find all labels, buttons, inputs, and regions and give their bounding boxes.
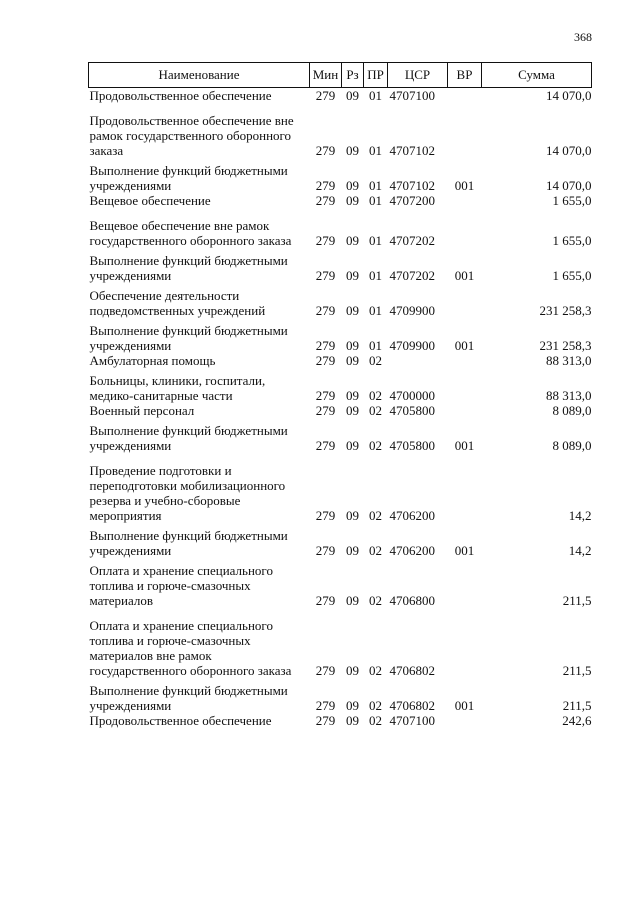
table-row <box>89 248 592 283</box>
table-row <box>89 158 592 193</box>
row-sum: 1 655,0 <box>552 268 592 283</box>
row-rz: 09 <box>346 438 359 453</box>
header-row <box>89 63 592 88</box>
row-name: Амбулаторная помощь <box>89 353 216 368</box>
table-row <box>89 523 592 558</box>
table-row <box>89 193 592 208</box>
row-min: 279 <box>315 698 336 713</box>
row-rz: 09 <box>346 268 359 283</box>
budget-table <box>88 62 592 728</box>
row-name: Выполнение функций бюджетными учреждениями <box>89 163 288 193</box>
row-name: Вещевое обеспечение вне рамок государственного оборонного заказа <box>89 218 292 248</box>
row-min: 279 <box>315 88 336 103</box>
row-rz: 09 <box>346 543 359 558</box>
row-pr: 02 <box>369 508 382 523</box>
row-vr: 001 <box>454 698 475 713</box>
row-name: Вещевое обеспечение <box>89 193 211 208</box>
row-sum: 14,2 <box>568 543 592 558</box>
row-pr: 02 <box>369 388 382 403</box>
row-min: 279 <box>315 508 336 523</box>
row-pr: 01 <box>369 143 382 158</box>
row-csr: 4706200 <box>389 543 435 558</box>
header-pr: ПР <box>364 63 388 88</box>
row-name: Оплата и хранение специального топлива и горюче-смазочных материалов вне рамок государственного оборонного заказа <box>89 618 292 678</box>
table-row <box>89 713 592 728</box>
row-rz: 09 <box>346 698 359 713</box>
row-csr <box>388 353 448 368</box>
row-vr: 001 <box>454 438 475 453</box>
row-rz: 09 <box>346 593 359 608</box>
row-pr: 01 <box>369 303 382 318</box>
table-row <box>89 453 592 523</box>
row-name: Выполнение функций бюджетными учреждениями <box>89 323 288 353</box>
row-csr: 4707102 <box>389 143 435 158</box>
row-rz: 09 <box>346 713 359 728</box>
row-sum: 231 258,3 <box>539 338 592 353</box>
row-sum: 88 313,0 <box>546 388 592 403</box>
row-vr <box>448 453 482 523</box>
row-vr <box>448 88 482 104</box>
table-row <box>89 368 592 403</box>
row-pr: 01 <box>369 178 382 193</box>
row-sum: 211,5 <box>562 663 592 678</box>
row-sum: 8 089,0 <box>552 403 592 418</box>
row-min: 279 <box>315 543 336 558</box>
row-name: Продовольственное обеспечение <box>89 88 272 103</box>
row-sum: 14 070,0 <box>546 143 592 158</box>
row-name: Продовольственное обеспечение <box>89 713 272 728</box>
table-row <box>89 103 592 158</box>
row-vr <box>448 103 482 158</box>
table-row <box>89 403 592 418</box>
row-min: 279 <box>315 233 336 248</box>
row-sum: 231 258,3 <box>539 303 592 318</box>
row-sum: 8 089,0 <box>552 438 592 453</box>
row-name: Военный персонал <box>89 403 195 418</box>
row-name: Выполнение функций бюджетными учреждениями <box>89 683 288 713</box>
row-name: Выполнение функций бюджетными учреждениями <box>89 253 288 283</box>
row-rz: 09 <box>346 403 359 418</box>
row-min: 279 <box>315 438 336 453</box>
row-vr <box>448 193 482 208</box>
row-vr: 001 <box>454 268 475 283</box>
row-csr: 4706800 <box>389 593 435 608</box>
table-row <box>89 318 592 353</box>
header-vr: ВР <box>448 63 482 88</box>
row-min: 279 <box>315 303 336 318</box>
row-vr <box>448 353 482 368</box>
row-rz: 09 <box>346 508 359 523</box>
row-min: 279 <box>315 178 336 193</box>
row-min: 279 <box>315 663 336 678</box>
row-pr: 02 <box>369 353 382 368</box>
row-name: Выполнение функций бюджетными учреждениями <box>89 528 288 558</box>
row-pr: 01 <box>369 268 382 283</box>
table-row <box>89 88 592 104</box>
row-csr: 4705800 <box>389 403 435 418</box>
row-csr: 4706200 <box>389 508 435 523</box>
row-rz: 09 <box>346 143 359 158</box>
row-vr: 001 <box>454 178 475 193</box>
row-sum: 242,6 <box>562 713 592 728</box>
row-csr: 4709900 <box>389 303 435 318</box>
row-rz: 09 <box>346 338 359 353</box>
row-csr: 4707100 <box>389 88 435 103</box>
table-row <box>89 678 592 713</box>
page-number: 368 <box>574 30 592 44</box>
row-min: 279 <box>315 388 336 403</box>
row-sum: 211,5 <box>562 593 592 608</box>
row-rz: 09 <box>346 233 359 248</box>
row-pr: 02 <box>369 403 382 418</box>
header-name: Наименование <box>89 63 310 88</box>
table-row <box>89 558 592 608</box>
row-sum: 88 313,0 <box>546 353 592 368</box>
row-rz: 09 <box>346 193 359 208</box>
row-sum: 1 655,0 <box>552 193 592 208</box>
row-name: Выполнение функций бюджетными учреждениями <box>89 423 288 453</box>
table-row <box>89 353 592 368</box>
row-pr: 02 <box>369 698 382 713</box>
header-min: Мин <box>310 63 342 88</box>
header-sum: Сумма <box>482 63 592 88</box>
row-sum: 14 070,0 <box>546 88 592 103</box>
row-pr: 01 <box>369 338 382 353</box>
row-pr: 01 <box>369 233 382 248</box>
row-vr: 001 <box>454 543 475 558</box>
row-name: Больницы, клиники, госпитали, медико-санитарные части <box>89 373 266 403</box>
row-min: 279 <box>315 143 336 158</box>
table-row <box>89 208 592 248</box>
row-vr: 001 <box>454 338 475 353</box>
row-vr <box>448 558 482 608</box>
row-vr <box>448 208 482 248</box>
table-row <box>89 608 592 678</box>
header-csr: ЦСР <box>388 63 448 88</box>
row-pr: 02 <box>369 438 382 453</box>
row-rz: 09 <box>346 88 359 103</box>
row-csr: 4709900 <box>389 338 435 353</box>
row-pr: 01 <box>369 88 382 103</box>
row-vr <box>448 608 482 678</box>
row-pr: 01 <box>369 193 382 208</box>
row-sum: 14 070,0 <box>546 178 592 193</box>
row-pr: 02 <box>369 713 382 728</box>
row-vr <box>448 283 482 318</box>
row-vr <box>448 368 482 403</box>
row-name: Проведение подготовки и переподготовки мобилизационного резерва и учебно-сборовые мероприятия <box>89 463 286 523</box>
table-body <box>89 88 592 729</box>
table-row <box>89 418 592 453</box>
row-csr: 4707200 <box>389 193 435 208</box>
table-row <box>89 283 592 318</box>
row-csr: 4706802 <box>389 663 435 678</box>
row-min: 279 <box>315 193 336 208</box>
row-min: 279 <box>315 338 336 353</box>
row-csr: 4707100 <box>389 713 435 728</box>
row-sum: 14,2 <box>568 508 592 523</box>
row-csr: 4706802 <box>389 698 435 713</box>
row-min: 279 <box>315 268 336 283</box>
row-rz: 09 <box>346 303 359 318</box>
row-rz: 09 <box>346 353 359 368</box>
row-min: 279 <box>315 713 336 728</box>
row-name: Оплата и хранение специального топлива и горюче-смазочных материалов <box>89 563 273 608</box>
row-min: 279 <box>315 353 336 368</box>
row-pr: 02 <box>369 593 382 608</box>
row-min: 279 <box>315 403 336 418</box>
table-header <box>89 63 592 88</box>
row-pr: 02 <box>369 663 382 678</box>
row-rz: 09 <box>346 388 359 403</box>
row-csr: 4707102 <box>389 178 435 193</box>
row-csr: 4705800 <box>389 438 435 453</box>
row-vr <box>448 403 482 418</box>
row-vr <box>448 713 482 728</box>
row-sum: 211,5 <box>562 698 592 713</box>
row-name: Обеспечение деятельности подведомственных учреждений <box>89 288 266 318</box>
row-rz: 09 <box>346 178 359 193</box>
row-min: 279 <box>315 593 336 608</box>
row-pr: 02 <box>369 543 382 558</box>
row-csr: 4700000 <box>389 388 435 403</box>
row-sum: 1 655,0 <box>552 233 592 248</box>
row-rz: 09 <box>346 663 359 678</box>
row-csr: 4707202 <box>389 268 435 283</box>
header-rz: Рз <box>342 63 364 88</box>
row-csr: 4707202 <box>389 233 435 248</box>
row-name: Продовольственное обеспечение вне рамок государственного оборонного заказа <box>89 113 294 158</box>
